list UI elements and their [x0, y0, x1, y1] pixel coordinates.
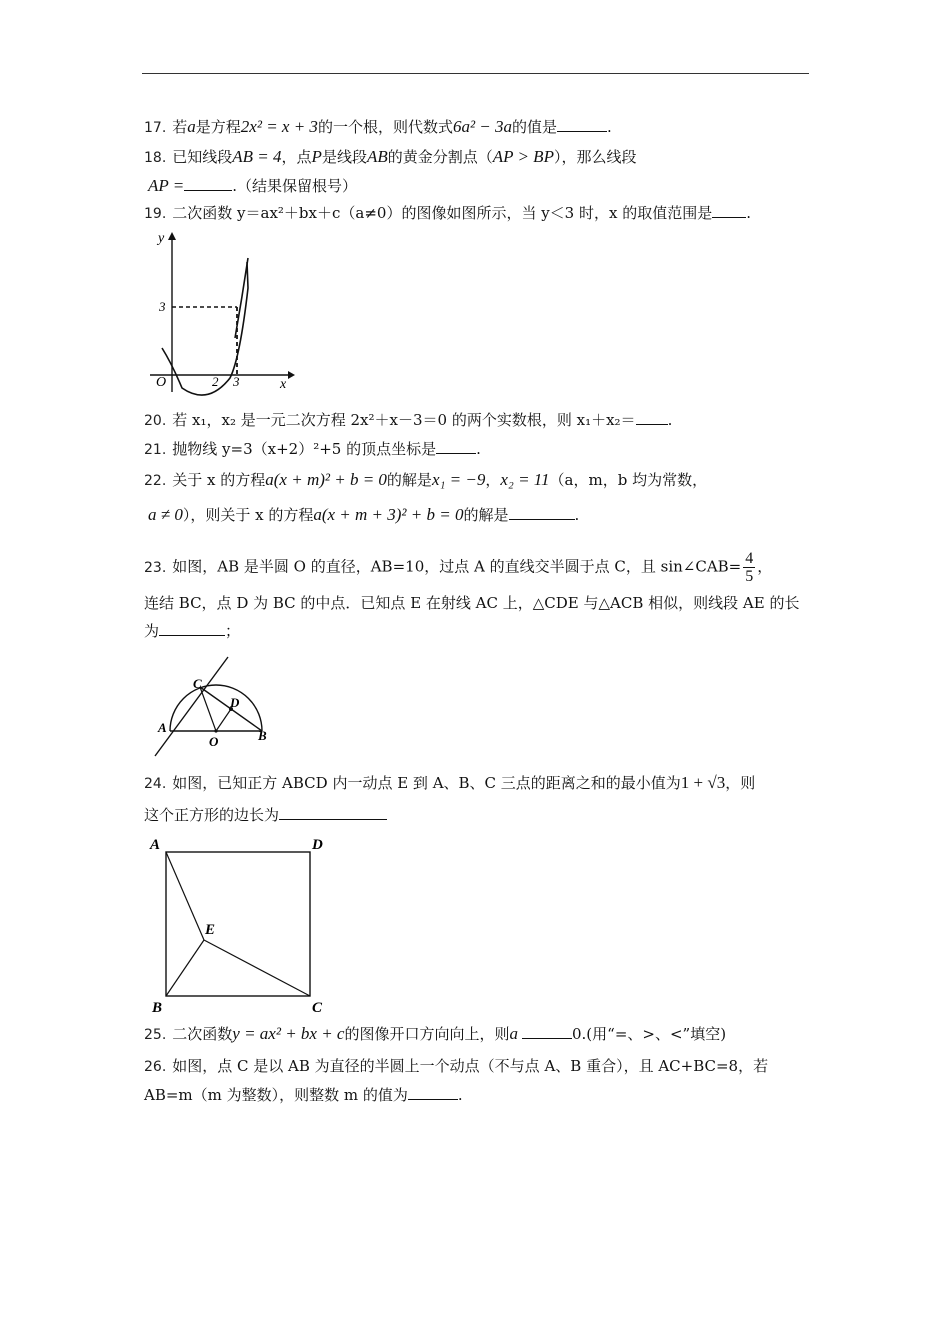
answer-blank — [279, 805, 387, 820]
answer-blank — [712, 203, 746, 218]
origin-label: O — [156, 375, 167, 390]
question-22: 22. 关于 x 的方程a(x + m)² + b = 0的解是x₁ = −9，x₂ = 11（a，m，b 均为常数， — [144, 470, 708, 489]
segment-od — [216, 709, 231, 731]
question-18: 18. 已知线段AB = 4，点P是线段AB的黄金分割点（AP > BP），那么线段 — [144, 147, 637, 166]
question-number: 18. — [144, 150, 167, 166]
question-26-line2: AB=m（m 为整数），则整数 m 的值为 . — [144, 1086, 463, 1104]
label-d: D — [230, 695, 240, 710]
segment-ae — [166, 852, 204, 940]
x-tick-3: 3 — [233, 374, 240, 389]
question-number: 23. — [144, 559, 167, 576]
question-24: 24. 如图，已知正方 ABCD 内一动点 E 到 A、B、C 三点的距离之和的最小值为1 + √3，则 — [144, 773, 756, 792]
square-figure — [146, 834, 336, 1016]
label-b: B — [258, 728, 267, 743]
question-number: 26. — [144, 1059, 167, 1075]
y-axis-label: y — [158, 231, 165, 246]
question-23-line3: 为 ； — [144, 622, 241, 640]
y-axis-arrow — [168, 232, 176, 240]
header-rule — [142, 73, 809, 74]
label-o: O — [209, 734, 219, 749]
answer-blank — [408, 1085, 458, 1100]
semicircle-arc — [170, 685, 262, 731]
question-number: 19. — [144, 206, 167, 222]
segment-ce — [204, 940, 310, 996]
question-23-line2: 连结 BC，点 D 为 BC 的中点．已知点 E 在射线 AC 上，△CDE 与△ACB 相似，则线段 AE 的长 — [144, 594, 800, 612]
fraction-4-5: $\frac{4}{5}$ — [745, 550, 754, 585]
answer-blank — [509, 505, 575, 520]
question-number: 25. — [144, 1027, 167, 1043]
segment-cd-to-o — [200, 687, 216, 731]
label-c: C — [193, 676, 202, 691]
question-number: 22. — [144, 473, 167, 489]
question-20: 20. 若 x₁，x₂ 是一元二次方程 2x²＋x－3＝0 的两个实数根，则 x₁＋x₂＝ . — [144, 411, 673, 429]
question-18-cont: AP = .（结果保留根号） — [148, 176, 357, 195]
answer-blank — [436, 439, 476, 454]
question-25: 25. 二次函数y = ax² + bx + c的图像开口方向向上，则a 0.(用“=、>、<”填空) — [144, 1024, 727, 1043]
x-axis-label: x — [280, 377, 287, 392]
parabola-graph — [148, 228, 296, 398]
segment-be — [166, 940, 204, 996]
label-b: B — [152, 1000, 163, 1016]
label-e: E — [205, 922, 216, 938]
question-number: 20. — [144, 413, 167, 429]
question-number: 21. — [144, 442, 167, 458]
x-tick-2: 2 — [212, 374, 219, 389]
answer-blank — [557, 117, 607, 132]
label-c: C — [312, 1000, 323, 1016]
question-23: 23. 如图，AB 是半圆 O 的直径，AB=10，过点 A 的直线交半圆于点 C，且 sin∠CAB= $\frac{4}{5}$ ， — [144, 550, 773, 585]
question-24-line2: 这个正方形的边长为 — [144, 804, 387, 826]
question-17: 17. 若a是方程2x² = x + 3的一个根，则代数式6a² − 3a的值是 . — [144, 117, 612, 136]
answer-blank — [184, 176, 232, 191]
answer-blank — [159, 621, 225, 636]
answer-blank — [636, 410, 668, 425]
x-axis-arrow — [288, 371, 295, 379]
question-19: 19. 二次函数 y＝ax²＋bx＋c（a≠0）的图像如图所示，当 y＜3 时，x 的取值范围是 . — [144, 204, 752, 222]
answer-blank — [522, 1024, 572, 1039]
y-tick-3: 3 — [159, 299, 166, 314]
label-a: A — [150, 837, 161, 853]
question-number: 24. — [144, 776, 167, 792]
question-26: 26. 如图，点 C 是以 AB 为直径的半圆上一个动点（不与点 A、B 重合），且 AC+BC=8，若 — [144, 1057, 769, 1075]
semicircle-figure — [150, 652, 275, 760]
question-22-cont: a ≠ 0），则关于 x 的方程a(x + m + 3)² + b = 0的解是 . — [148, 505, 580, 524]
point-o — [214, 729, 217, 732]
question-number: 17. — [144, 120, 167, 136]
question-21: 21. 抛物线 y=3（x+2）²+5 的顶点坐标是 . — [144, 440, 481, 458]
label-d: D — [312, 837, 323, 853]
label-a: A — [158, 720, 167, 735]
square-abcd — [166, 852, 310, 996]
